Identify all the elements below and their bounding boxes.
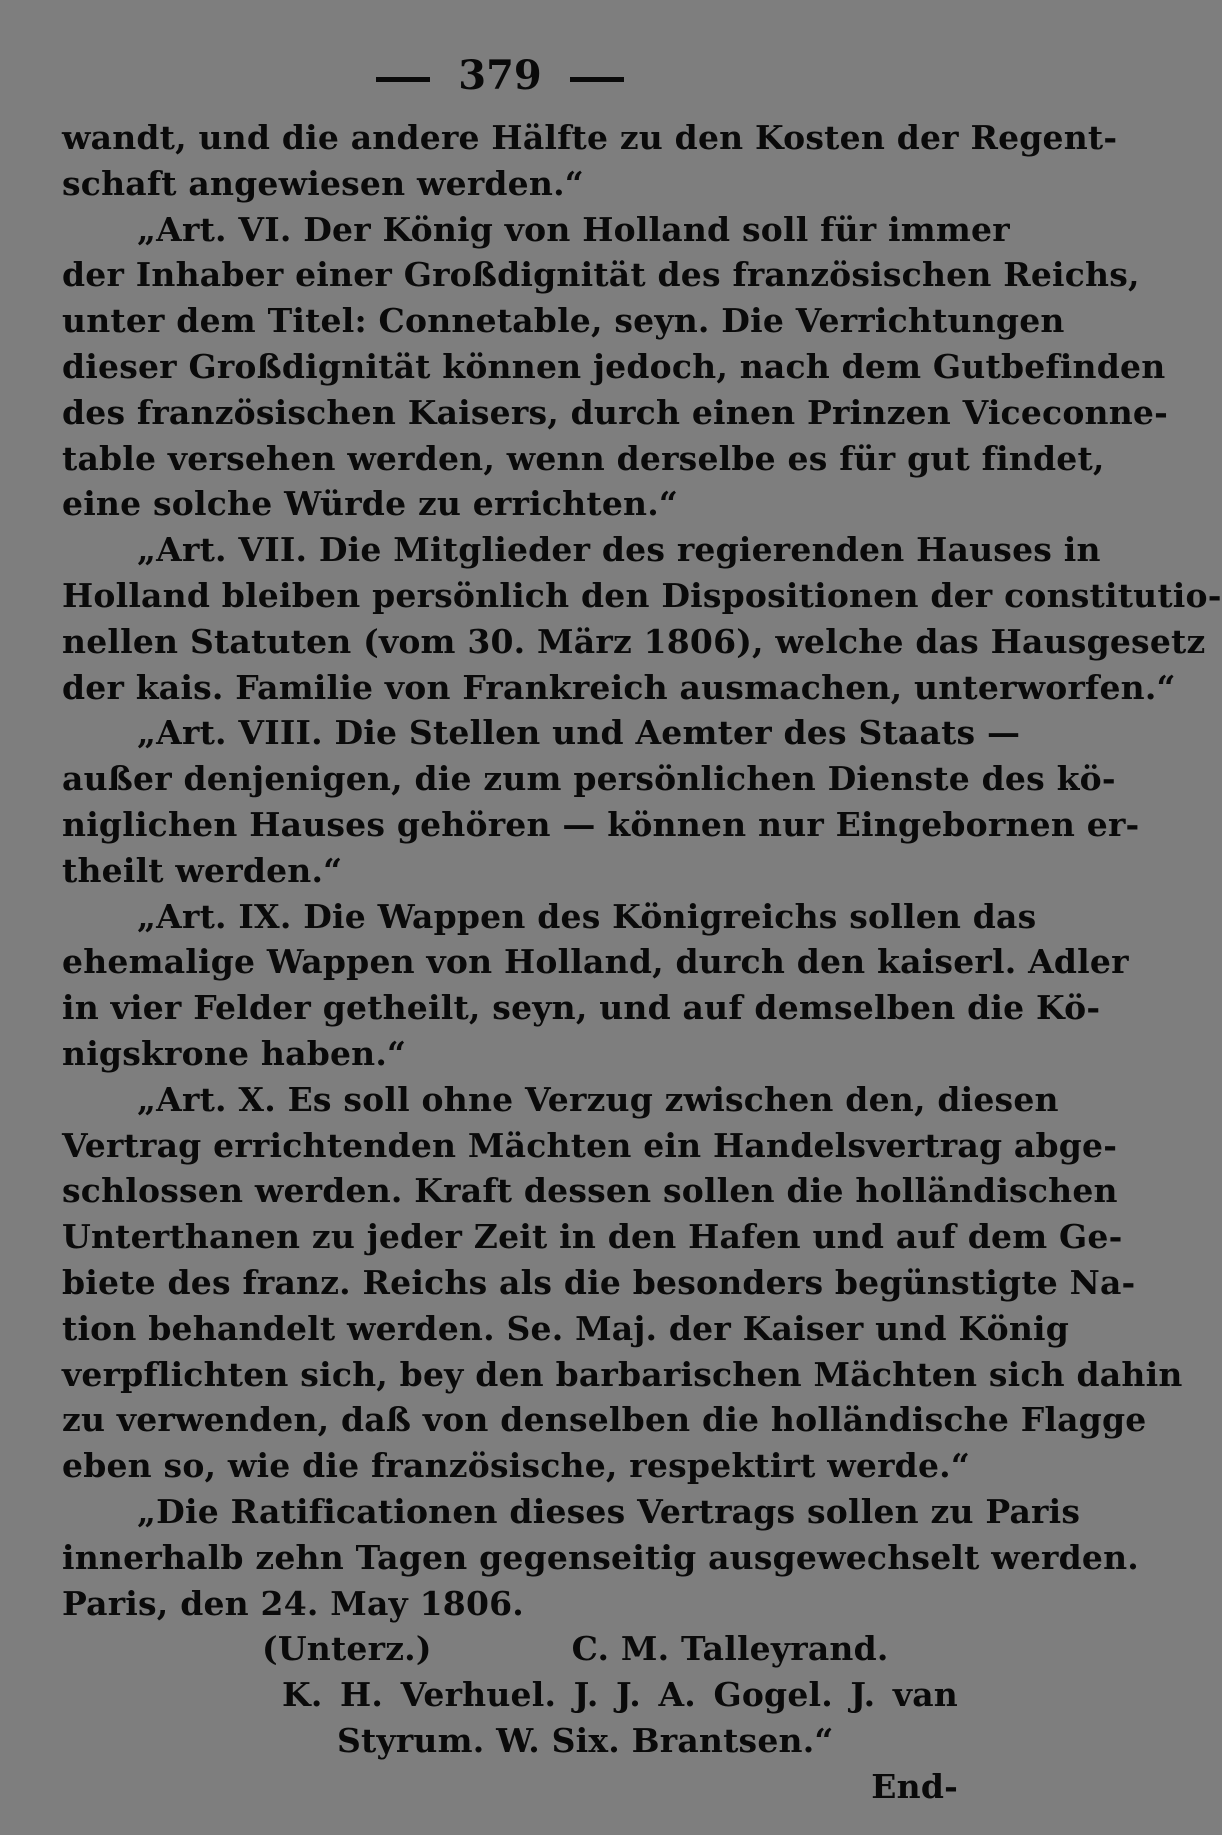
text-line: dieser Großdignität können jedoch, nach dem Gutbefinden bbox=[62, 346, 1166, 386]
text-line: schlossen werden. Kraft dessen sollen die holländischen bbox=[62, 1171, 1118, 1211]
text-line: theilt werden.“ bbox=[62, 850, 343, 890]
text-line: Holland bleiben persönlich den Dispositionen der constitutio- bbox=[62, 575, 1222, 615]
signature-line-3: Styrum. W. Six. Brantsen.“ bbox=[337, 1720, 834, 1760]
page-number: 379 bbox=[458, 52, 542, 99]
body-text bbox=[62, 115, 1222, 1809]
text-line: table versehen werden, wenn derselbe es für gut findet, bbox=[62, 438, 1105, 478]
text-line: der Inhaber einer Großdignität des französischen Reichs, bbox=[62, 255, 1140, 295]
text-line: des französischen Kaisers, durch einen Prinzen Viceconne- bbox=[62, 392, 1169, 432]
text-line: nellen Statuten (vom 30. März 1806), welche das Hausgesetz bbox=[62, 621, 1206, 661]
text-line: der kais. Familie von Frankreich ausmachen, unterworfen.“ bbox=[62, 667, 1176, 707]
signature-line-2: K. H. Verhuel. J. J. A. Gogel. J. van bbox=[282, 1675, 958, 1715]
header-dash-left bbox=[376, 77, 430, 82]
header-dash-right bbox=[570, 77, 624, 82]
text-line: unter dem Titel: Connetable, seyn. Die Verrichtungen bbox=[62, 301, 1065, 341]
date-line: Paris, den 24. May 1806. bbox=[62, 1583, 524, 1623]
text-line: eine solche Würde zu errichten.“ bbox=[62, 484, 679, 524]
text-line: innerhalb zehn Tagen gegenseitig ausgewechselt werden. bbox=[62, 1537, 1139, 1577]
article-9-heading-line: „Art. IX. Die Wappen des Königreichs sollen das bbox=[137, 896, 1037, 936]
text-line: wandt, und die andere Hälfte zu den Kosten der Regent- bbox=[62, 118, 1118, 157]
signature-line-1 bbox=[62, 1626, 958, 1672]
article-6-heading-line: „Art. VI. Der König von Holland soll für immer bbox=[137, 209, 1010, 249]
signature-unterz: (Unterz.) bbox=[262, 1629, 432, 1669]
text-line: biete des franz. Reichs als die besonders begünstigte Na- bbox=[62, 1262, 1136, 1302]
text-line: Vertrag errichtenden Mächten ein Handelsvertrag abge- bbox=[62, 1125, 1118, 1165]
text-line: zu verwenden, daß von denselben die holländische Flagge bbox=[62, 1400, 1147, 1440]
text-line: eben so, wie die französische, respektirt werde.“ bbox=[62, 1446, 971, 1486]
text-line: nigskrone haben.“ bbox=[62, 1033, 407, 1073]
text-line: außer denjenigen, die zum persönlichen Dienste des kö- bbox=[62, 759, 1116, 799]
text-line: tion behandelt werden. Se. Maj. der Kaiser und König bbox=[62, 1308, 1070, 1348]
signature-talleyrand: C. M. Talleyrand. bbox=[571, 1629, 889, 1669]
text-line: verpflichten sich, bey den barbarischen Mächten sich dahin bbox=[62, 1354, 1183, 1394]
article-8-heading-line: „Art. VIII. Die Stellen und Aemter des Staats — bbox=[137, 713, 1021, 753]
page-header bbox=[0, 52, 1000, 99]
text-line: Unterthanen zu jeder Zeit in den Hafen und auf dem Ge- bbox=[62, 1217, 1123, 1257]
text-line: in vier Felder getheilt, seyn, und auf demselben die Kö- bbox=[62, 988, 1101, 1028]
ratification-line: „Die Ratificationen dieses Vertrags sollen zu Paris bbox=[137, 1491, 1081, 1531]
catchword: End- bbox=[871, 1766, 958, 1806]
text-line: schaft angewiesen werden.“ bbox=[62, 163, 584, 203]
article-10-heading-line: „Art. X. Es soll ohne Verzug zwischen den, diesen bbox=[137, 1079, 1059, 1119]
article-7-heading-line: „Art. VII. Die Mitglieder des regierenden Hauses in bbox=[137, 530, 1101, 570]
text-line: niglichen Hauses gehören — können nur Eingebornen er- bbox=[62, 804, 1140, 844]
text-line: ehemalige Wappen von Holland, durch den kaiserl. Adler bbox=[62, 942, 1129, 982]
